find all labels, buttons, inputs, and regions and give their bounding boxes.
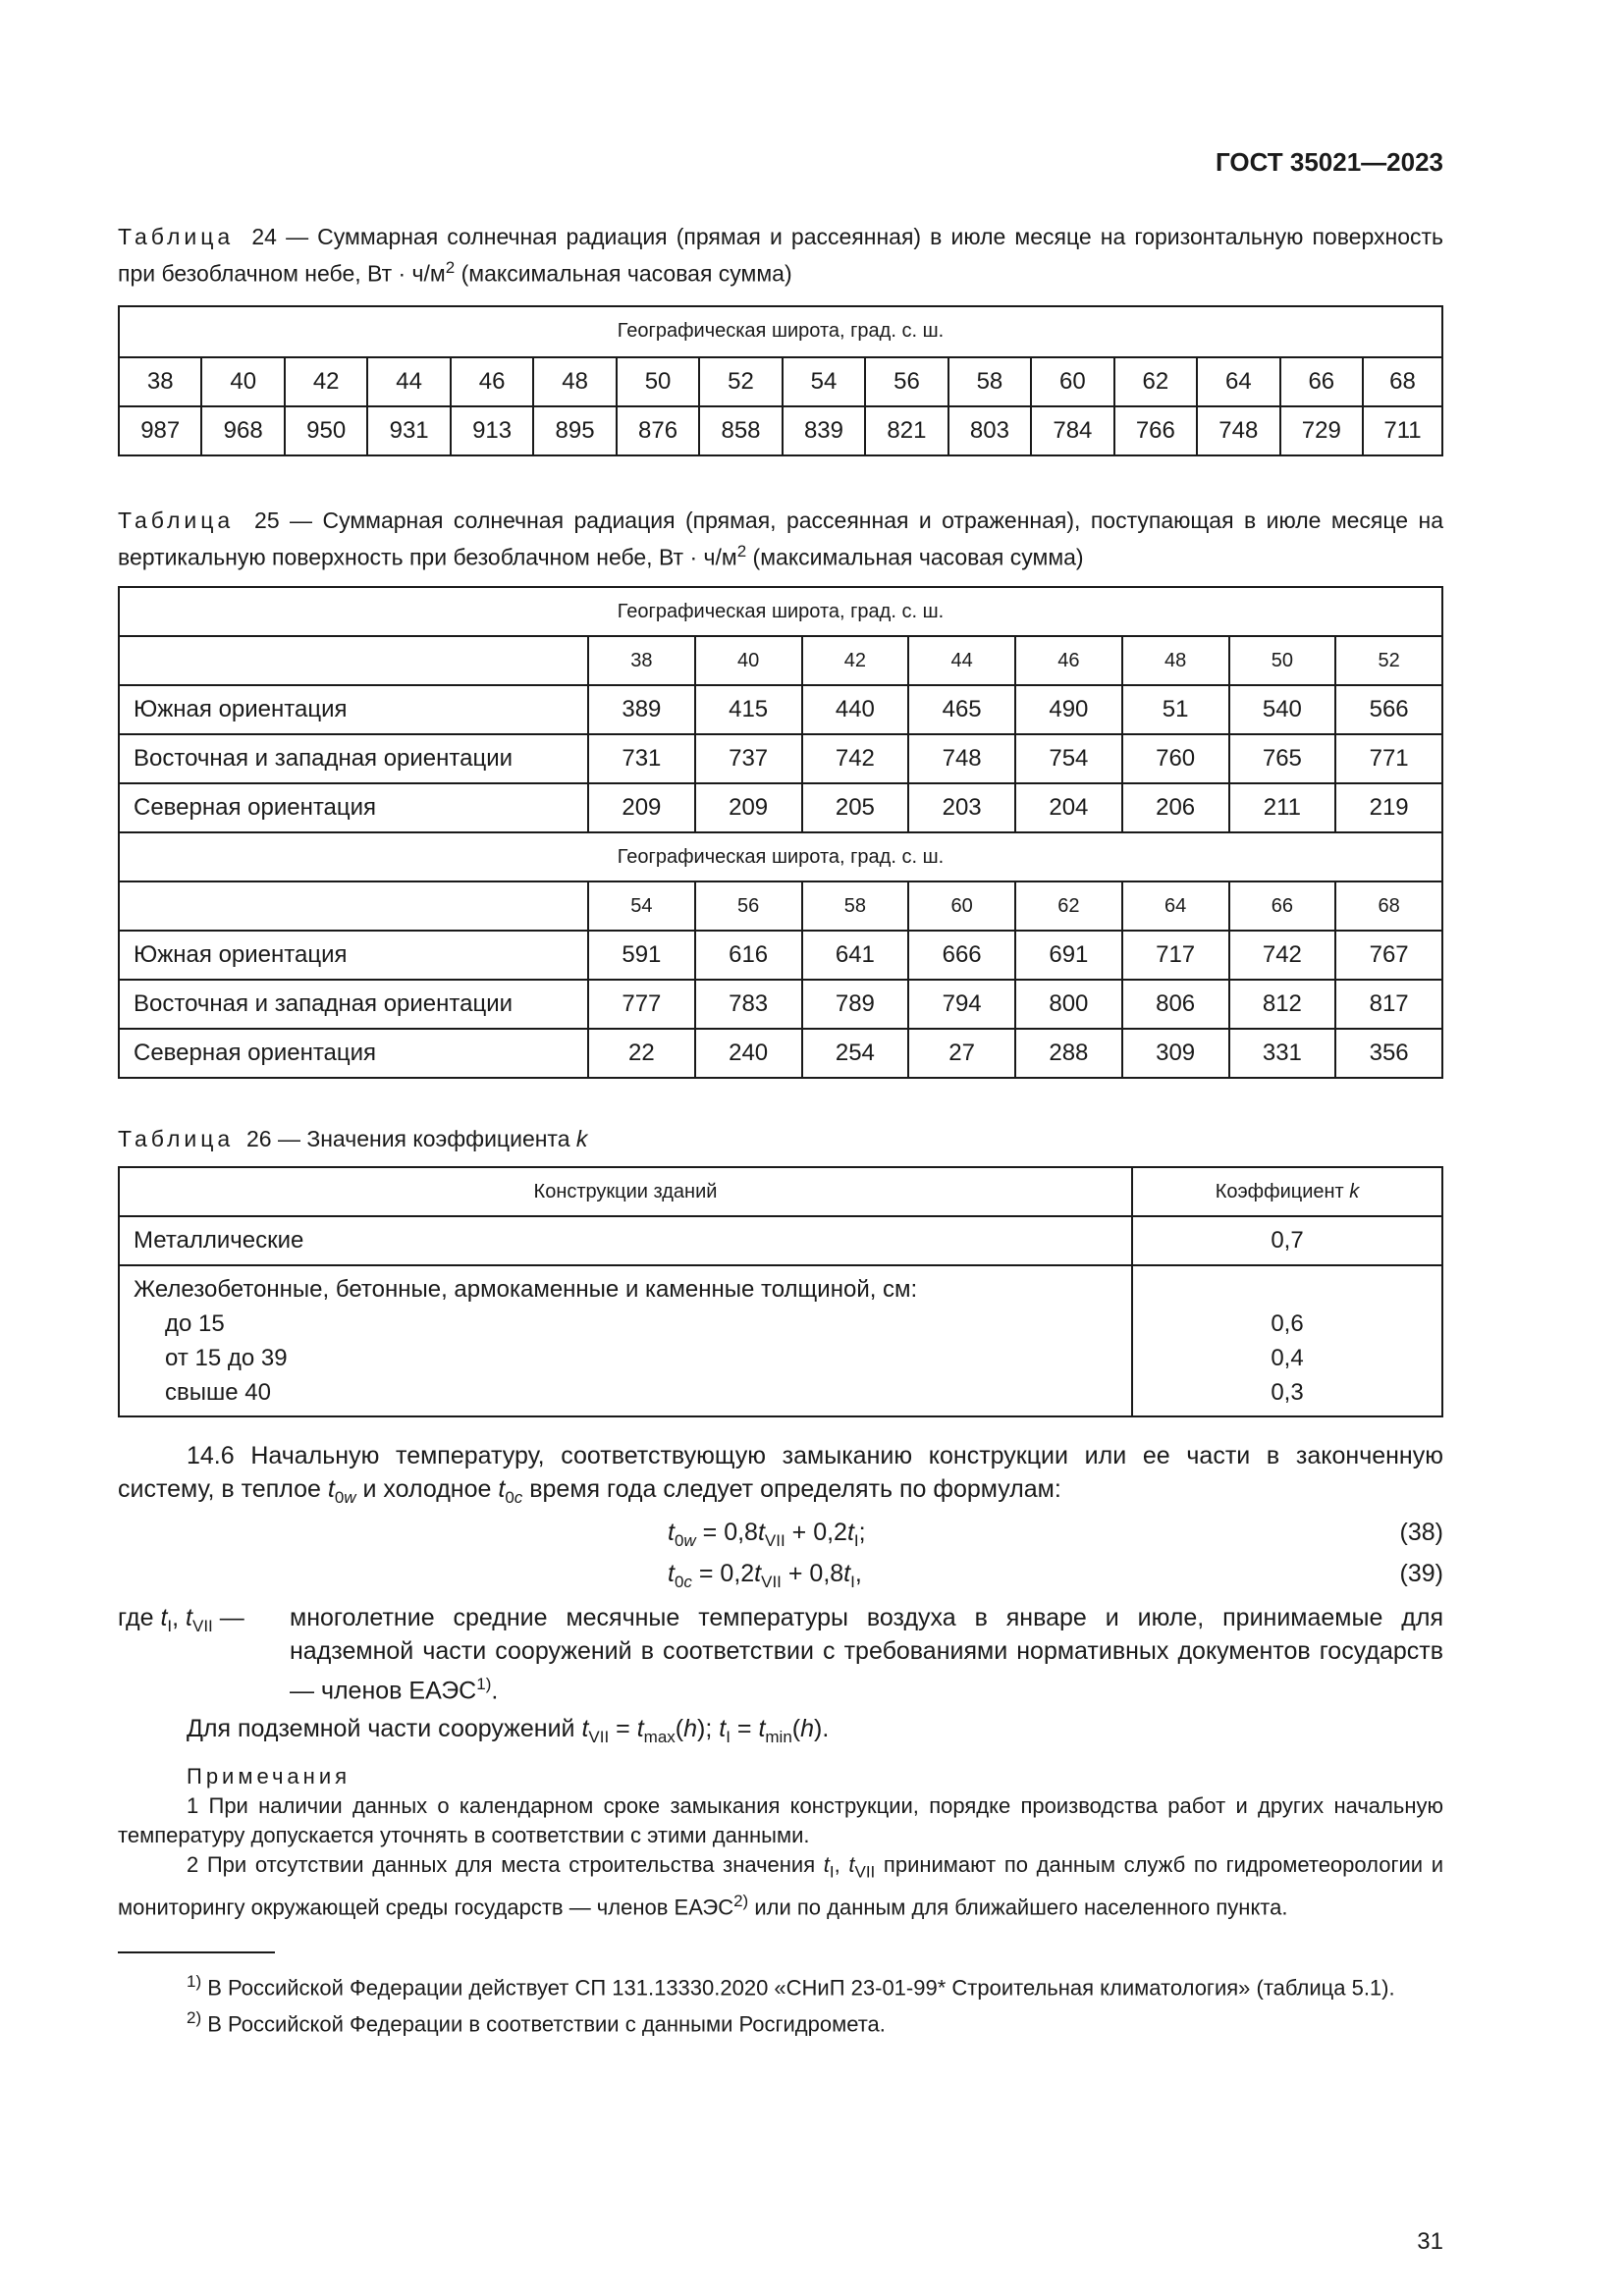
table26-col-coefficient: Коэффициент k bbox=[1132, 1167, 1442, 1216]
table25-value-cell: 806 bbox=[1122, 980, 1229, 1029]
table25-value-cell: 817 bbox=[1335, 980, 1442, 1029]
table26-item-value: 0,6 bbox=[1271, 1310, 1304, 1338]
page-number: 31 bbox=[1417, 2228, 1443, 2255]
table25-latitude-cell: 56 bbox=[695, 881, 802, 931]
table24-value-cell: 931 bbox=[367, 406, 450, 455]
table25-value-cell: 616 bbox=[695, 931, 802, 980]
table24-latitude-cell: 68 bbox=[1363, 357, 1442, 406]
table25-value-cell: 211 bbox=[1229, 783, 1336, 832]
table24-latitude-cell: 60 bbox=[1031, 357, 1113, 406]
section-14-6: 14.6 Начальную температуру, соответствующую замыканию конструкции или ее части в законченную систему, в теплое $t_{0w}$ и холодное $t_{0c}$ время года следует определять по формулам: bbox=[118, 1442, 1443, 1508]
document-code: ГОСТ 35021—2023 bbox=[1216, 147, 1443, 177]
formula-38-number: (38) bbox=[1399, 1519, 1443, 1547]
table25-value-cell: 666 bbox=[908, 931, 1015, 980]
table25-value-cell: 288 bbox=[1015, 1029, 1122, 1078]
table25-value-cell: 465 bbox=[908, 685, 1015, 734]
table25-latitude-cell: 64 bbox=[1122, 881, 1229, 931]
table25-value-cell: 209 bbox=[588, 783, 695, 832]
footnote: $^{1)}$ В Российской Федерации действует СП 131.13330.2020 «СНиП 23-01-99* Строительная климатология» (таблица 5.1). bbox=[187, 1972, 1395, 2001]
table26-col-constructions: Конструкции зданий bbox=[119, 1167, 1132, 1216]
table-row bbox=[119, 734, 1442, 783]
table25-value-cell: 760 bbox=[1122, 734, 1229, 783]
table25-header: Географическая широта, град. с. ш. bbox=[119, 587, 1442, 636]
table25 bbox=[118, 586, 1443, 1079]
table25-latitude-cell: 44 bbox=[908, 636, 1015, 685]
table24-latitude-cell: 46 bbox=[451, 357, 533, 406]
table25-value-cell: 765 bbox=[1229, 734, 1336, 783]
table24-value-row bbox=[119, 406, 1442, 455]
table26-row-metal-label: Металлические bbox=[119, 1216, 1132, 1265]
table25-value-cell: 800 bbox=[1015, 980, 1122, 1029]
table25-latitude-cell: 62 bbox=[1015, 881, 1122, 931]
table25-value-cell: 240 bbox=[695, 1029, 802, 1078]
where-clause: где $t_I$, $t_{VII}$ — многолетние средние месячные температуры воздуха в январе и июле, принимаемые для надземной части сооружений в соответствии с требованиями нормативных документов государств — членов ЕАЭС$^{1)}$. bbox=[118, 1604, 1443, 1705]
table25-latitude-cell: 58 bbox=[802, 881, 909, 931]
table26-caption: Таблица 26 — Значения коэффициента k bbox=[118, 1126, 588, 1152]
table24 bbox=[118, 305, 1443, 456]
table25-value-cell: 209 bbox=[695, 783, 802, 832]
table25-value-cell: 748 bbox=[908, 734, 1015, 783]
table24-latitude-cell: 38 bbox=[119, 357, 201, 406]
table25-empty-cell bbox=[119, 636, 588, 685]
table25-value-cell: 754 bbox=[1015, 734, 1122, 783]
table25-value-cell: 566 bbox=[1335, 685, 1442, 734]
table25-value-cell: 767 bbox=[1335, 931, 1442, 980]
table24-caption: Таблица 24 — Суммарная солнечная радиация (прямая и рассеянная) в июле месяце на горизонтальную поверхность при безоблачном небе, Вт · $ч/м^2$ (максимальная часовая сумма) bbox=[118, 224, 1444, 287]
table26-row-concrete-labels: Железобетонные, бетонные, армокаменные и каменные толщиной, см: до 15 от 15 до 39 свыше 40 bbox=[119, 1265, 1132, 1416]
table24-value-cell: 748 bbox=[1197, 406, 1279, 455]
table24-value-cell: 803 bbox=[948, 406, 1031, 455]
notes-title: Примечания bbox=[187, 1763, 352, 1789]
table25-row-label: Северная ориентация bbox=[119, 783, 588, 832]
table25-latitude-cell: 48 bbox=[1122, 636, 1229, 685]
table25-value-cell: 717 bbox=[1122, 931, 1229, 980]
table24-value-cell: 895 bbox=[533, 406, 616, 455]
table24-value-cell: 766 bbox=[1114, 406, 1197, 455]
table25-value-cell: 203 bbox=[908, 783, 1015, 832]
table24-latitude-cell: 58 bbox=[948, 357, 1031, 406]
table24-caption-label: Таблица bbox=[118, 224, 235, 249]
table25-value-cell: 783 bbox=[695, 980, 802, 1029]
table24-latitude-cell: 56 bbox=[865, 357, 947, 406]
table25-value-cell: 331 bbox=[1229, 1029, 1336, 1078]
table25-value-cell: 440 bbox=[802, 685, 909, 734]
table24-value-cell: 876 bbox=[617, 406, 699, 455]
table25-value-cell: 777 bbox=[588, 980, 695, 1029]
table25-row-label: Восточная и западная ориентации bbox=[119, 980, 588, 1029]
table26-row-concrete-values bbox=[1132, 1265, 1442, 1416]
page-content bbox=[118, 147, 1443, 2039]
table24-caption-text: 24 — Суммарная солнечная радиация (прямая и рассеянная) в июле месяце на горизонтальную поверхность при безоблачном небе, Вт · ч/м bbox=[118, 224, 1444, 287]
table25-value-cell: 737 bbox=[695, 734, 802, 783]
table25-value-cell: 742 bbox=[802, 734, 909, 783]
table24-latitude-cell: 66 bbox=[1280, 357, 1363, 406]
table25-empty-cell bbox=[119, 881, 588, 931]
table25-value-cell: 389 bbox=[588, 685, 695, 734]
table24-value-cell: 987 bbox=[119, 406, 201, 455]
table25-latitude-cell: 54 bbox=[588, 881, 695, 931]
table25-latitude-cell: 52 bbox=[1335, 636, 1442, 685]
table25-value-cell: 219 bbox=[1335, 783, 1442, 832]
table25-row-label: Восточная и западная ориентации bbox=[119, 734, 588, 783]
table26-item-label: до 15 bbox=[165, 1310, 225, 1338]
table25-value-cell: 206 bbox=[1122, 783, 1229, 832]
table26-caption-text: 26 — Значения коэффициента bbox=[245, 1126, 576, 1152]
footnote: $^{2)}$ В Российской Федерации в соответствии с данными Росгидромета. bbox=[187, 2007, 886, 2037]
table25-value-cell: 490 bbox=[1015, 685, 1122, 734]
underground-note: Для подземной части сооружений $t_{VII} = t_{max}(h)$; $t_I = t_{min}(h)$. bbox=[187, 1714, 830, 1746]
formula-38: $t_{0w} = 0,8t_{VII} + 0,2t_I$; (38) bbox=[668, 1519, 1443, 1551]
table25-value-cell: 254 bbox=[802, 1029, 909, 1078]
table25-caption-text: 25 — Суммарная солнечная радиация (прямая, рассеянная и отраженная), поступающая в июле месяце на вертикальную поверхность при безоблачном небе, Вт · ч/м bbox=[118, 507, 1444, 570]
table24-latitude-cell: 42 bbox=[285, 357, 367, 406]
table25-value-cell: 641 bbox=[802, 931, 909, 980]
table25-value-cell: 205 bbox=[802, 783, 909, 832]
table25-latitude-cell: 50 bbox=[1229, 636, 1336, 685]
table25-value-cell: 22 bbox=[588, 1029, 695, 1078]
note-1: 1 При наличии данных о календарном сроке замыкания конструкции, порядке производства работ и других начальную температуру допускается уточнять в соответствии с этими данными. bbox=[118, 1792, 1443, 1847]
table26-item-label: свыше 40 bbox=[165, 1379, 271, 1407]
table24-latitude-cell: 40 bbox=[201, 357, 284, 406]
table24-value-cell: 839 bbox=[783, 406, 865, 455]
table26-item-label: от 15 до 39 bbox=[165, 1345, 288, 1372]
table25-value-cell: 771 bbox=[1335, 734, 1442, 783]
table24-latitude-cell: 52 bbox=[699, 357, 782, 406]
table-row bbox=[119, 980, 1442, 1029]
table24-latitude-cell: 54 bbox=[783, 357, 865, 406]
table25-value-cell: 731 bbox=[588, 734, 695, 783]
table24-value-cell: 858 bbox=[699, 406, 782, 455]
table25-caption: Таблица 25 — Суммарная солнечная радиация (прямая, рассеянная и отраженная), поступающая в июле месяце на вертикальную поверхность при безоблачном небе, Вт · $ч/м^2$ (максимальная часовая сумма) bbox=[118, 507, 1444, 570]
table25-value-cell: 591 bbox=[588, 931, 695, 980]
table25-latitude-cell: 40 bbox=[695, 636, 802, 685]
table24-value-cell: 950 bbox=[285, 406, 367, 455]
table25-header: Географическая широта, град. с. ш. bbox=[119, 832, 1442, 881]
table-row bbox=[119, 783, 1442, 832]
table24-latitude-cell: 64 bbox=[1197, 357, 1279, 406]
table25-latitude-cell: 60 bbox=[908, 881, 1015, 931]
formula-39: $t_{0c} = 0,2t_{VII} + 0,8t_I$, (39) bbox=[668, 1560, 1443, 1592]
footnotes bbox=[118, 1967, 1443, 2039]
table25-value-cell: 540 bbox=[1229, 685, 1336, 734]
table25-latitude-cell: 68 bbox=[1335, 881, 1442, 931]
table25-latitude-cell: 66 bbox=[1229, 881, 1336, 931]
note-2: 2 При отсутствии данных для места строительства значения $t_I$, $t_{VII}$ принимают по данным служб по гидрометеорологии и мониторингу окружающей среды государств — членов ЕАЭС$^{2)}$ или по данным для ближайшего населенного пункта. bbox=[118, 1851, 1443, 1920]
table25-latitude-cell: 46 bbox=[1015, 636, 1122, 685]
table-row bbox=[119, 931, 1442, 980]
table24-latitude-row bbox=[119, 357, 1442, 406]
table25-value-cell: 356 bbox=[1335, 1029, 1442, 1078]
table24-value-cell: 784 bbox=[1031, 406, 1113, 455]
table25-value-cell: 691 bbox=[1015, 931, 1122, 980]
table26-item-value: 0,4 bbox=[1271, 1345, 1304, 1372]
table24-header: Географическая широта, град. с. ш. bbox=[119, 306, 1442, 357]
table24-value-cell: 968 bbox=[201, 406, 284, 455]
table26-item-value: 0,3 bbox=[1271, 1379, 1304, 1407]
table25-value-cell: 794 bbox=[908, 980, 1015, 1029]
table26-caption-label: Таблица bbox=[118, 1126, 235, 1152]
table24-value-cell: 913 bbox=[451, 406, 533, 455]
table24-latitude-cell: 44 bbox=[367, 357, 450, 406]
table25-row-label: Южная ориентация bbox=[119, 685, 588, 734]
table-row bbox=[119, 1029, 1442, 1078]
table25-latitude-cell: 42 bbox=[802, 636, 909, 685]
table25-value-cell: 51 bbox=[1122, 685, 1229, 734]
table-row bbox=[119, 685, 1442, 734]
table25-value-cell: 27 bbox=[908, 1029, 1015, 1078]
table25-row-label: Северная ориентация bbox=[119, 1029, 588, 1078]
table24-value-cell: 729 bbox=[1280, 406, 1363, 455]
table25-value-cell: 415 bbox=[695, 685, 802, 734]
table24-value-cell: 821 bbox=[865, 406, 947, 455]
table25-caption-label: Таблица bbox=[118, 507, 235, 533]
table24-latitude-cell: 48 bbox=[533, 357, 616, 406]
table25-latitude-cell: 38 bbox=[588, 636, 695, 685]
table25-value-cell: 812 bbox=[1229, 980, 1336, 1029]
table24-latitude-cell: 62 bbox=[1114, 357, 1197, 406]
table24-value-cell: 711 bbox=[1363, 406, 1442, 455]
table26-row-metal-value: 0,7 bbox=[1132, 1216, 1442, 1265]
table25-value-cell: 742 bbox=[1229, 931, 1336, 980]
table25-value-cell: 204 bbox=[1015, 783, 1122, 832]
table26 bbox=[118, 1166, 1443, 1417]
footnote-separator bbox=[118, 1951, 275, 1953]
table25-row-label: Южная ориентация bbox=[119, 931, 588, 980]
table25-value-cell: 309 bbox=[1122, 1029, 1229, 1078]
table24-latitude-cell: 50 bbox=[617, 357, 699, 406]
table25-value-cell: 789 bbox=[802, 980, 909, 1029]
formula-39-number: (39) bbox=[1399, 1560, 1443, 1588]
